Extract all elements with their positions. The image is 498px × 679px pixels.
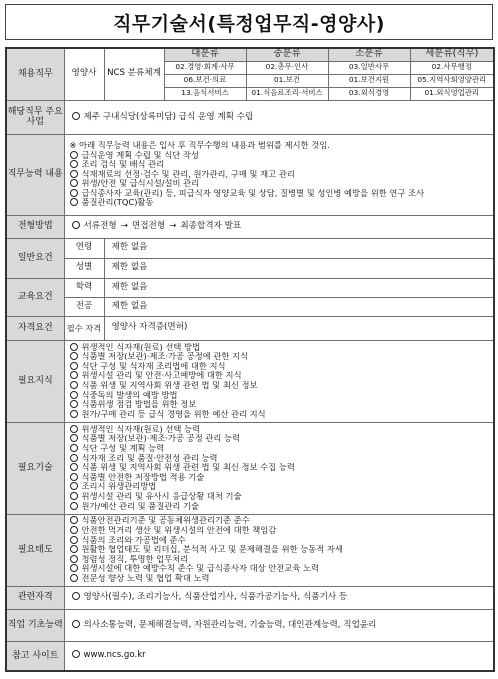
- bullet-circle-icon: [70, 151, 78, 159]
- bullet-circle-icon: [70, 391, 78, 399]
- reference-text: www.ncs.go.kr: [64, 641, 494, 671]
- list-item: 식품별 저장(보관)·제조·가공 공정 관리 능력: [70, 434, 489, 444]
- list-item: 원가/예산 관리 및 품질관리 기술: [70, 502, 489, 512]
- list-item: 위생/안전 및 급식시설/설비 관리: [70, 179, 489, 189]
- age-key: 연령: [64, 238, 104, 258]
- ncs-cell: 03.일반사무: [328, 61, 410, 74]
- list-item: 급식종사자 교육(관리) 등, 피급식자 영양교육 및 상담, 질병별 및 성인병 예방을 위한 연구 조사: [70, 189, 489, 199]
- bullet-circle-icon: [70, 555, 78, 563]
- major-business-label: 해당직무 주요사업: [6, 100, 64, 134]
- header-major: 대분류: [164, 48, 246, 61]
- knowledge-label: 필요지식: [6, 340, 64, 422]
- ncs-system-label: NCS 분류체계: [104, 48, 164, 100]
- bullet-circle-icon: [70, 574, 78, 582]
- bullet-circle-icon: [70, 545, 78, 553]
- bullet-circle-icon: [70, 516, 78, 524]
- bullet-circle-icon: [70, 536, 78, 544]
- ncs-cell: 06.보건·의료: [164, 74, 246, 87]
- bullet-circle-icon: [70, 502, 78, 510]
- ncs-cell: 13.음식서비스: [164, 87, 246, 100]
- list-item: 위생적인 식자재(원료) 선택 능력: [70, 425, 489, 435]
- ncs-cell: 01.식음료조리·서비스: [246, 87, 328, 100]
- degree-key: 학력: [64, 278, 104, 297]
- qualification-key: 필수 자격: [64, 316, 104, 340]
- related-label: 관련자격: [6, 586, 64, 609]
- list-item: 식재재료의 선정·검수 및 관리, 원가관리, 구매 및 재고 관리: [70, 170, 489, 180]
- reference-label: 참고 사이트: [6, 641, 64, 671]
- header-detail: 세분류(직무): [410, 48, 494, 61]
- bullet-circle-icon: [70, 400, 78, 408]
- list-item: 품질관리(TQC)활동: [70, 198, 489, 208]
- bullet-circle-icon: [70, 362, 78, 370]
- bullet-circle-icon: [70, 160, 78, 168]
- bullet-circle-icon: [70, 371, 78, 379]
- basic-text: 의사소통능력, 문제해결능력, 자원관리능력, 기술능력, 대인관계능력, 직업윤리: [64, 609, 494, 641]
- list-item: 급식운영 계획 수립 및 식단 작성: [70, 151, 489, 161]
- qualification-value: 영양사 자격증(면허): [104, 316, 494, 340]
- bullet-circle-icon: [70, 425, 78, 433]
- arrow-right-icon: →: [120, 221, 128, 232]
- bullet-circle-icon: [70, 463, 78, 471]
- bullet-circle-icon: [70, 189, 78, 197]
- list-item: 식품안전관리기준 및 공동체위생관리기준 준수: [70, 516, 489, 526]
- bullet-circle-icon: [70, 492, 78, 500]
- major-business-text: 제주 구내식당(상록미담) 급식 운영 계획 수립: [64, 100, 494, 134]
- list-item: 원가/구매 관리 등 급식 경영을 위한 예산 관리 지식: [70, 410, 489, 420]
- qualification-label: 자격요건: [6, 316, 64, 340]
- ncs-cell: 02.사무행정: [410, 61, 494, 74]
- bullet-circle-icon: [70, 352, 78, 360]
- age-value: 제한 없음: [104, 238, 494, 258]
- list-item: 식품 위생 및 지역사회 위생 관련 법 및 최신 정보: [70, 381, 489, 391]
- list-item: 식품별 안전한 저장방법 적용 기술: [70, 473, 489, 483]
- list-item: 식단 구성 및 식자재 조리법에 대한 지식: [70, 362, 489, 372]
- list-item: 식품별 저장(보관)·제조·가공 공정에 관한 지식: [70, 352, 489, 362]
- list-item: 식자재 조리 및 품질·안전성 관리 능력: [70, 454, 489, 464]
- page-title: 직무기술서(특정업무직-영양사): [5, 4, 493, 40]
- bullet-circle-icon: [72, 620, 80, 628]
- list-item: 원활한 협업태도 및 리더십, 분석적 사고 및 문제해결을 위한 능동적 자세: [70, 545, 489, 555]
- basic-label: 직업 기초능력: [6, 609, 64, 641]
- ncs-cell: 01.외식영업관리: [410, 87, 494, 100]
- bullet-circle-icon: [72, 112, 80, 120]
- header-middle: 중분류: [246, 48, 328, 61]
- method-steps: 서류전형 → 면접전형 → 최종합격자 발표: [64, 215, 494, 238]
- bullet-circle-icon: [70, 170, 78, 178]
- bullet-circle-icon: [70, 482, 78, 490]
- major-value: 제한 없음: [104, 297, 494, 316]
- bullet-circle-icon: [72, 650, 80, 658]
- list-item: 안전한 먹거리 생산 및 위생시설의 안전에 대한 책임감: [70, 526, 489, 536]
- bullet-circle-icon: [72, 592, 80, 600]
- bullet-circle-icon: [70, 381, 78, 389]
- header-minor: 소분류: [328, 48, 410, 61]
- list-item: 위생시설 관리 및 유사시 응급상황 대처 기술: [70, 492, 489, 502]
- job-description-table: [5, 47, 495, 672]
- ncs-cell: 01.보건: [246, 74, 328, 87]
- ncs-cell: 01.보건지원: [328, 74, 410, 87]
- attitude-label: 필요태도: [6, 514, 64, 586]
- arrow-right-icon: →: [169, 221, 177, 232]
- bullet-circle-icon: [70, 564, 78, 572]
- skills-label: 필요기술: [6, 422, 64, 514]
- skills-list: [64, 422, 494, 514]
- list-item: 조리 검식 및 배식 관리: [70, 160, 489, 170]
- job-name: 영양사: [64, 48, 104, 100]
- gender-value: 제한 없음: [104, 258, 494, 278]
- general-label: 일반요건: [6, 238, 64, 278]
- list-item: 식품위생 점검 방법을 위한 정보: [70, 400, 489, 410]
- list-item: 조리시 위생관리방법: [70, 482, 489, 492]
- ncs-cell: 02.총무·인사: [246, 61, 328, 74]
- list-item: 식단 구성 및 계획 능력: [70, 444, 489, 454]
- knowledge-list: [64, 340, 494, 422]
- attitude-list: [64, 514, 494, 586]
- abilities-list: [64, 134, 494, 215]
- major-key: 전공: [64, 297, 104, 316]
- list-item: 청렴성 정직, 투명한 업무처리: [70, 555, 489, 565]
- list-item: 위생시설에 대한 예방수칙 준수 및 급식종사자 대상 안전교육 노력: [70, 564, 489, 574]
- bullet-circle-icon: [70, 454, 78, 462]
- list-item: 위생시설 관리 및 안전·사고예방에 대한 지식: [70, 371, 489, 381]
- bullet-circle-icon: [70, 473, 78, 481]
- education-label: 교육요건: [6, 278, 64, 316]
- list-item: 위생적인 식자재(원료) 선택 방법: [70, 343, 489, 353]
- bullet-circle-icon: [70, 410, 78, 418]
- bullet-circle-icon: [70, 444, 78, 452]
- list-item: 식품 위생 및 지역사회 위생 관련 법 및 최신 정보 수집 능력: [70, 463, 489, 473]
- ncs-cell: 05.지역사회영양관리: [410, 74, 494, 87]
- abilities-label: 직무능력 내용: [6, 134, 64, 215]
- bullet-circle-icon: [70, 434, 78, 442]
- bullet-circle-icon: [70, 526, 78, 534]
- recruit-job-label: 채용직무: [6, 48, 64, 100]
- bullet-circle-icon: [70, 343, 78, 351]
- list-item: 전문성 향상 노력 및 협업 확대 노력: [70, 574, 489, 584]
- list-item: ※ 아래 직무능력 내용은 입사 후 직무수행의 내용과 범위를 제시한 것임.: [69, 140, 330, 150]
- method-label: 전형방법: [6, 215, 64, 238]
- list-item: 식품의 조리와 가공법에 준수: [70, 536, 489, 546]
- ncs-cell: 03.외식경영: [328, 87, 410, 100]
- ncs-cell: 02.경영·회계·사무: [164, 61, 246, 74]
- gender-key: 성별: [64, 258, 104, 278]
- degree-value: 제한 없음: [104, 278, 494, 297]
- bullet-circle-icon: [70, 198, 78, 206]
- bullet-circle-icon: [70, 179, 78, 187]
- related-text: 영양사(필수), 조리기능사, 식품산업기사, 식품가공기능사, 식품기사 등: [64, 586, 494, 609]
- list-item: 식중독의 발생의 예방 방법: [70, 391, 489, 401]
- bullet-circle-icon: [72, 221, 80, 229]
